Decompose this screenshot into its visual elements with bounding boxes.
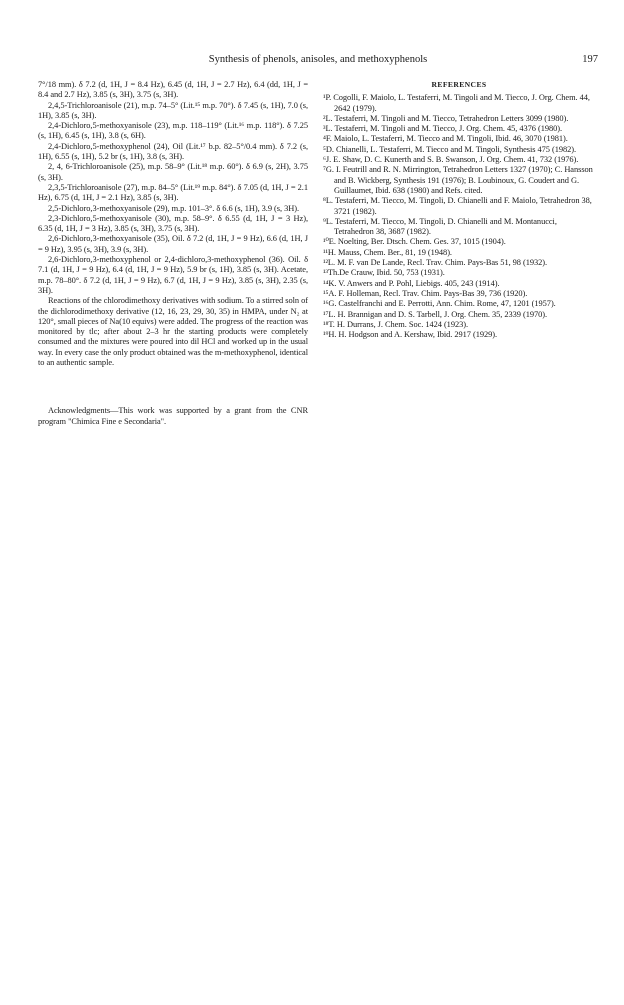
acknowledgments: Acknowledgments—This work was supported by a grant from the CNR program "Chimica Fine e Secondaria". bbox=[38, 406, 308, 426]
page-number: 197 bbox=[582, 54, 598, 65]
reference-item: ²L. Testaferri, M. Tingoli and M. Tiecco, Tetrahedron Letters 3099 (1980). bbox=[323, 113, 569, 123]
paragraph-compound-21: 2,4,5-Trichloroanisole (21), m.p. 74–5° (Lit.¹⁵ m.p. 70°). δ 7.45 (s, 1H), 7.0 (s, 1H), 3.85 (s, 3H). bbox=[38, 100, 308, 120]
reference-item: ⁹L. Testaferri, M. Tiecco, M. Tingoli, D. Chianelli and M. Montanucci, Tetrahedron 38, 3687 (1982). bbox=[323, 216, 557, 237]
reference-item: ⁶J. E. Shaw, D. C. Kunerth and S. B. Swanson, J. Org. Chem. 41, 732 (1976). bbox=[323, 155, 579, 165]
reference-item: ¹⁶G. Castelfranchi and E. Perrotti, Ann. Chim. Rome, 47, 1201 (1957). bbox=[323, 299, 556, 309]
paragraph-spectral-data: 7°/18 mm). δ 7.2 (d, 1H, J = 8.4 Hz), 6.45 (d, 1H, J = 2.7 Hz), 6.4 (dd, 1H, J = 8.4 and 2.7 Hz), 3.85 (s, 3H), 3.75 (s, 3H). bbox=[38, 80, 308, 100]
paragraph-compound-23: 2,4-Dichloro,5-methoxyanisole (23), m.p. 118–119° (Lit.¹⁶ m.p. 118°). δ 7.25 (s, 1H), 6.45 (s, 1H), 3.8 (s, 6H). bbox=[38, 121, 308, 141]
paragraph-compound-29: 2,5-Dichloro,3-methoxyanisole (29), m.p. 101–3°. δ 6.6 (s, 1H), 3.9 (s, 3H). bbox=[48, 203, 299, 213]
reference-item: ³L. Testaferri, M. Tingoli and M. Tiecco, J. Org. Chem. 45, 4376 (1980). bbox=[323, 124, 563, 134]
left-column bbox=[38, 80, 308, 427]
paragraph-compound-35: 2,6-Dichloro,3-methoxyanisole (35), Oil. δ 7.2 (d, 1H, J = 9 Hz), 6.6 (d, 1H, J = 9 Hz), 3.95 (s, 3H), 3.9 (s, 3H). bbox=[38, 234, 308, 254]
references-heading: REFERENCES bbox=[431, 80, 487, 89]
reference-item: ¹⁸T. H. Durrans, J. Chem. Soc. 1424 (1923). bbox=[323, 319, 469, 329]
reference-item: ¹⁹H. H. Hodgson and A. Kershaw, Ibid. 2917 (1929). bbox=[323, 330, 498, 340]
paragraph-compound-27: 2,3,5-Trichloroanisole (27), m.p. 84–5° (Lit.¹⁹ m.p. 84°). δ 7.05 (d, 1H, J = 2.1 Hz), 6.75 (d, 1H, J = 2.1 Hz), 3.85 (s, 3H). bbox=[38, 182, 308, 203]
reference-item: ¹⁰E. Noelting, Ber. Dtsch. Chem. Ges. 37, 1015 (1904). bbox=[323, 237, 506, 247]
paragraph-compound-24: 2,4-Dichloro,5-methoxyphenol (24), Oil (Lit.¹⁷ b.p. 82–5°/0.4 mm). δ 7.2 (s, 1H), 6.55 (s, 1H), 5.2 br (s, 1H), 3.8 (s, 3H). bbox=[38, 141, 308, 162]
references-column bbox=[323, 80, 595, 340]
page-header bbox=[38, 52, 598, 68]
reference-item: ¹³Th.De Crauw, Ibid. 50, 753 (1931). bbox=[323, 268, 445, 278]
paragraph-sodium-reactions: Reactions of the chlorodimethoxy derivatives with sodium. To a stirred soln of the dichlorodimethoxy derivative (12, 16, 23, 29, 30, 35) in HMPA, under N₂ at 120°, small pieces of Na(10 equivs) were added. The progress of the reaction was monitored by tlc; after about 2–3 hr the starting products were completely consumed and the mixtures were poured into dil HCl and worked up in the usual way. In every case the only product obtained was the m-methoxyphenol, identical to an authentic sample. bbox=[38, 296, 308, 368]
reference-item: ⁵D. Chianelli, L. Testaferri, M. Tiecco and M. Tingoli, Synthesis 475 (1982). bbox=[323, 144, 577, 154]
reference-item: ¹P. Cogolli, F. Maiolo, L. Testaferri, M. Tingoli and M. Tiecco, J. Org. Chem. 44, 2642 (1979). bbox=[323, 93, 590, 113]
spacer bbox=[38, 368, 308, 406]
reference-item: ¹²L. M. F. van De Lande, Recl. Trav. Chim. Pays-Bas 51, 98 (1932). bbox=[323, 258, 548, 268]
running-title: Synthesis of phenols, anisoles, and methoxyphenols bbox=[208, 54, 428, 65]
paragraph-compound-36: 2,6-Dichloro,3-methoxyphenol or 2,4-dichloro,3-methoxyphenol (36). Oil. δ 7.1 (d, 1H, J = 9 Hz), 6.4 (d, 1H, J = 9 Hz), 5.9 br (s, 1H), 3.85 (s, 3H). Acetate, m.p. 78–80°. δ 7.2 (d, 1H, J = 9 Hz), 6.7 (d, 1H, J = 9 Hz), 3.85 (s, 3H), 2.35 (s, 3H). bbox=[38, 255, 308, 295]
reference-item: ¹⁴K. V. Anwers and P. Pohl, Liebigs. 405, 243 (1914). bbox=[323, 278, 500, 288]
reference-item: ⁴F. Maiolo, L. Testaferri, M. Tiecco and M. Tingoli, Ibid. 46, 3070 (1981). bbox=[323, 134, 568, 144]
reference-item: ¹⁵A. F. Holleman, Recl. Trav. Chim. Pays-Bas 39, 736 (1920). bbox=[323, 288, 528, 298]
paragraph-compound-30: 2,3-Dichloro,5-methoxyanisole (30), m.p. 58–9°. δ 6.55 (d, 1H, J = 3 Hz), 6.35 (d, 1H, J = 3 Hz), 3.85 (s, 3H), 3.75 (s, 3H). bbox=[38, 213, 308, 234]
paragraph-compound-25: 2, 4, 6-Trichloroanisole (25), m.p. 58–9° (Lit.¹⁸ m.p. 60°). δ 6.9 (s, 2H), 3.75 (s, 3H). bbox=[38, 162, 308, 182]
reference-item: ¹¹H. Mauss, Chem. Ber., 81, 19 (1948). bbox=[323, 247, 452, 257]
reference-item: ⁸L. Testaferri, M. Tiecco, M. Tingoli, D. Chianelli and F. Maiolo, Tetrahedron 38, 3721 (1982). bbox=[323, 196, 592, 216]
reference-item: ⁷G. I. Feutrill and R. N. Mirrington, Tetrahedron Letters 1327 (1970); C. Hansson and B. Wickberg, Synthesis 191 (1976); B. Loubinoux, G. Coudert and G. Guillaumet, Ibid. 638 (1980) and Refs. cited. bbox=[323, 165, 593, 195]
reference-item: ¹⁷L. H. Brannigan and D. S. Tarbell, J. Org. Chem. 35, 2339 (1970). bbox=[323, 309, 548, 319]
